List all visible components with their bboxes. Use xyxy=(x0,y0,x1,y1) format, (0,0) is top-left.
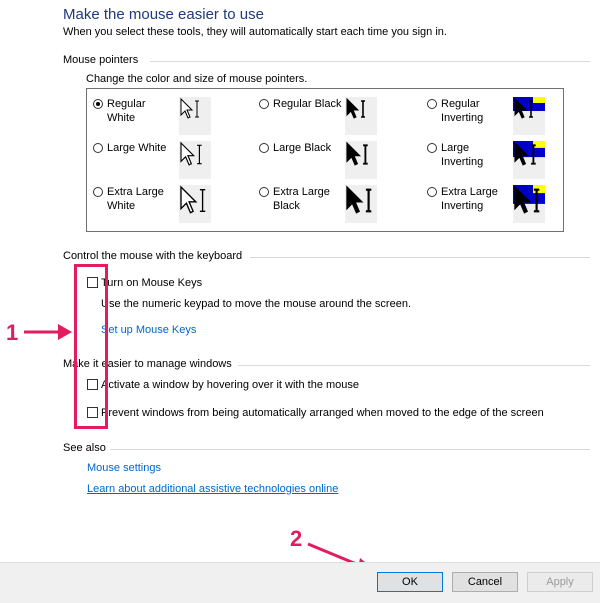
pointer-preview xyxy=(513,97,545,135)
cursor-arrow-icon xyxy=(513,97,545,135)
annotation-marker-1: 1 xyxy=(6,320,19,345)
mouse-keys-label[interactable]: Turn on Mouse Keys xyxy=(101,277,203,289)
pointer-label-line2: Inverting xyxy=(441,156,484,168)
pointer-option-label[interactable] xyxy=(273,97,341,111)
cursor-arrow-icon xyxy=(345,97,377,135)
pointer-label-line1: Regular Black xyxy=(273,98,342,110)
pointer-radio[interactable] xyxy=(427,143,437,153)
annotation-marker-2: 2 xyxy=(290,526,303,551)
section-keyboard: Control the mouse with the keyboard xyxy=(63,250,243,262)
pointer-label-line1: Extra Large xyxy=(273,186,330,198)
pointer-option[interactable] xyxy=(259,141,415,185)
pointer-label-line1: Extra Large xyxy=(441,186,498,198)
pointer-option[interactable] xyxy=(427,97,583,141)
pointer-option[interactable] xyxy=(427,141,583,185)
pointer-label-line2: White xyxy=(107,112,136,124)
pointer-label-line1: Large Black xyxy=(273,142,332,154)
annotation-arrow-1-icon xyxy=(22,320,74,344)
pointer-preview xyxy=(345,141,377,179)
pointer-option-label[interactable] xyxy=(441,185,498,213)
pointer-option[interactable] xyxy=(93,97,249,141)
ok-button[interactable]: OK xyxy=(377,572,443,592)
divider xyxy=(250,257,590,258)
pointer-radio[interactable] xyxy=(259,143,269,153)
pointer-option[interactable] xyxy=(427,185,583,229)
apply-button[interactable]: Apply xyxy=(527,572,593,592)
page-title: Make the mouse easier to use xyxy=(63,6,264,23)
pointer-option-label[interactable] xyxy=(441,97,483,125)
cursor-arrow-icon xyxy=(179,141,211,179)
pointer-option-label[interactable] xyxy=(107,185,164,213)
divider xyxy=(238,365,590,366)
cursor-arrow-icon xyxy=(513,141,545,179)
pointer-scheme-group xyxy=(86,88,564,232)
pointer-option[interactable] xyxy=(259,97,415,141)
pointer-label-line1: Large White xyxy=(107,142,167,154)
pointer-option[interactable] xyxy=(93,185,249,229)
pointer-preview xyxy=(179,97,211,135)
pointer-option-label[interactable] xyxy=(273,185,330,213)
pointer-option-label[interactable] xyxy=(107,141,166,155)
pointer-label-line2: White xyxy=(107,200,136,212)
pointer-label-line2: Inverting xyxy=(441,200,484,212)
pointer-option-label[interactable] xyxy=(441,141,483,169)
pointer-label-line2: Black xyxy=(273,200,300,212)
divider xyxy=(150,61,590,62)
section-see-also: See also xyxy=(63,442,106,454)
pointer-option-label[interactable] xyxy=(107,97,146,125)
cursor-arrow-icon xyxy=(345,141,377,179)
pointer-radio[interactable] xyxy=(427,99,437,109)
pointer-label-line1: Large xyxy=(441,142,470,154)
hover-activate-label[interactable]: Activate a window by hovering over it with the mouse xyxy=(101,379,360,391)
pointer-preview xyxy=(513,141,545,179)
pointer-radio[interactable] xyxy=(93,187,103,197)
mouse-keys-hint: Use the numeric keypad to move the mouse around the screen. xyxy=(101,298,412,310)
pointer-radio[interactable] xyxy=(93,143,103,153)
pointer-preview xyxy=(345,97,377,135)
pointer-preview xyxy=(513,185,545,223)
pointer-preview xyxy=(345,185,377,223)
pointer-label-line1: Regular xyxy=(441,98,480,110)
section-mouse-pointers: Mouse pointers xyxy=(63,54,139,66)
prevent-snap-label[interactable]: Prevent windows from being automatically arranged when moved to the edge of the screen xyxy=(101,407,544,419)
divider xyxy=(110,449,590,450)
annotation-highlight-box xyxy=(74,264,108,429)
pointer-radio[interactable] xyxy=(259,187,269,197)
cursor-arrow-icon xyxy=(179,185,211,223)
pointer-preview xyxy=(179,141,211,179)
page-subtitle: When you select these tools, they will automatically start each time you sign in. xyxy=(63,26,447,38)
pointer-preview xyxy=(179,185,211,223)
cursor-arrow-icon xyxy=(345,185,377,223)
pointer-option[interactable] xyxy=(93,141,249,185)
pointer-label-line1: Extra Large xyxy=(107,186,164,198)
pointers-description: Change the color and size of mouse pointers. xyxy=(86,73,308,85)
cursor-arrow-icon xyxy=(179,97,211,135)
pointer-radio[interactable] xyxy=(427,187,437,197)
section-windows: Make it easier to manage windows xyxy=(63,358,232,370)
pointer-radio[interactable] xyxy=(93,99,103,109)
pointer-label-line2: Inverting xyxy=(441,112,484,124)
pointer-option-label[interactable] xyxy=(273,141,331,155)
setup-mouse-keys-link[interactable]: Set up Mouse Keys xyxy=(101,324,197,336)
pointer-label-line1: Regular xyxy=(107,98,146,110)
pointer-radio[interactable] xyxy=(259,99,269,109)
assistive-tech-link[interactable]: Learn about additional assistive technologies online xyxy=(87,483,339,495)
mouse-settings-link[interactable]: Mouse settings xyxy=(87,462,161,474)
pointer-option[interactable] xyxy=(259,185,415,229)
cancel-button[interactable]: Cancel xyxy=(452,572,518,592)
cursor-arrow-icon xyxy=(513,185,545,223)
